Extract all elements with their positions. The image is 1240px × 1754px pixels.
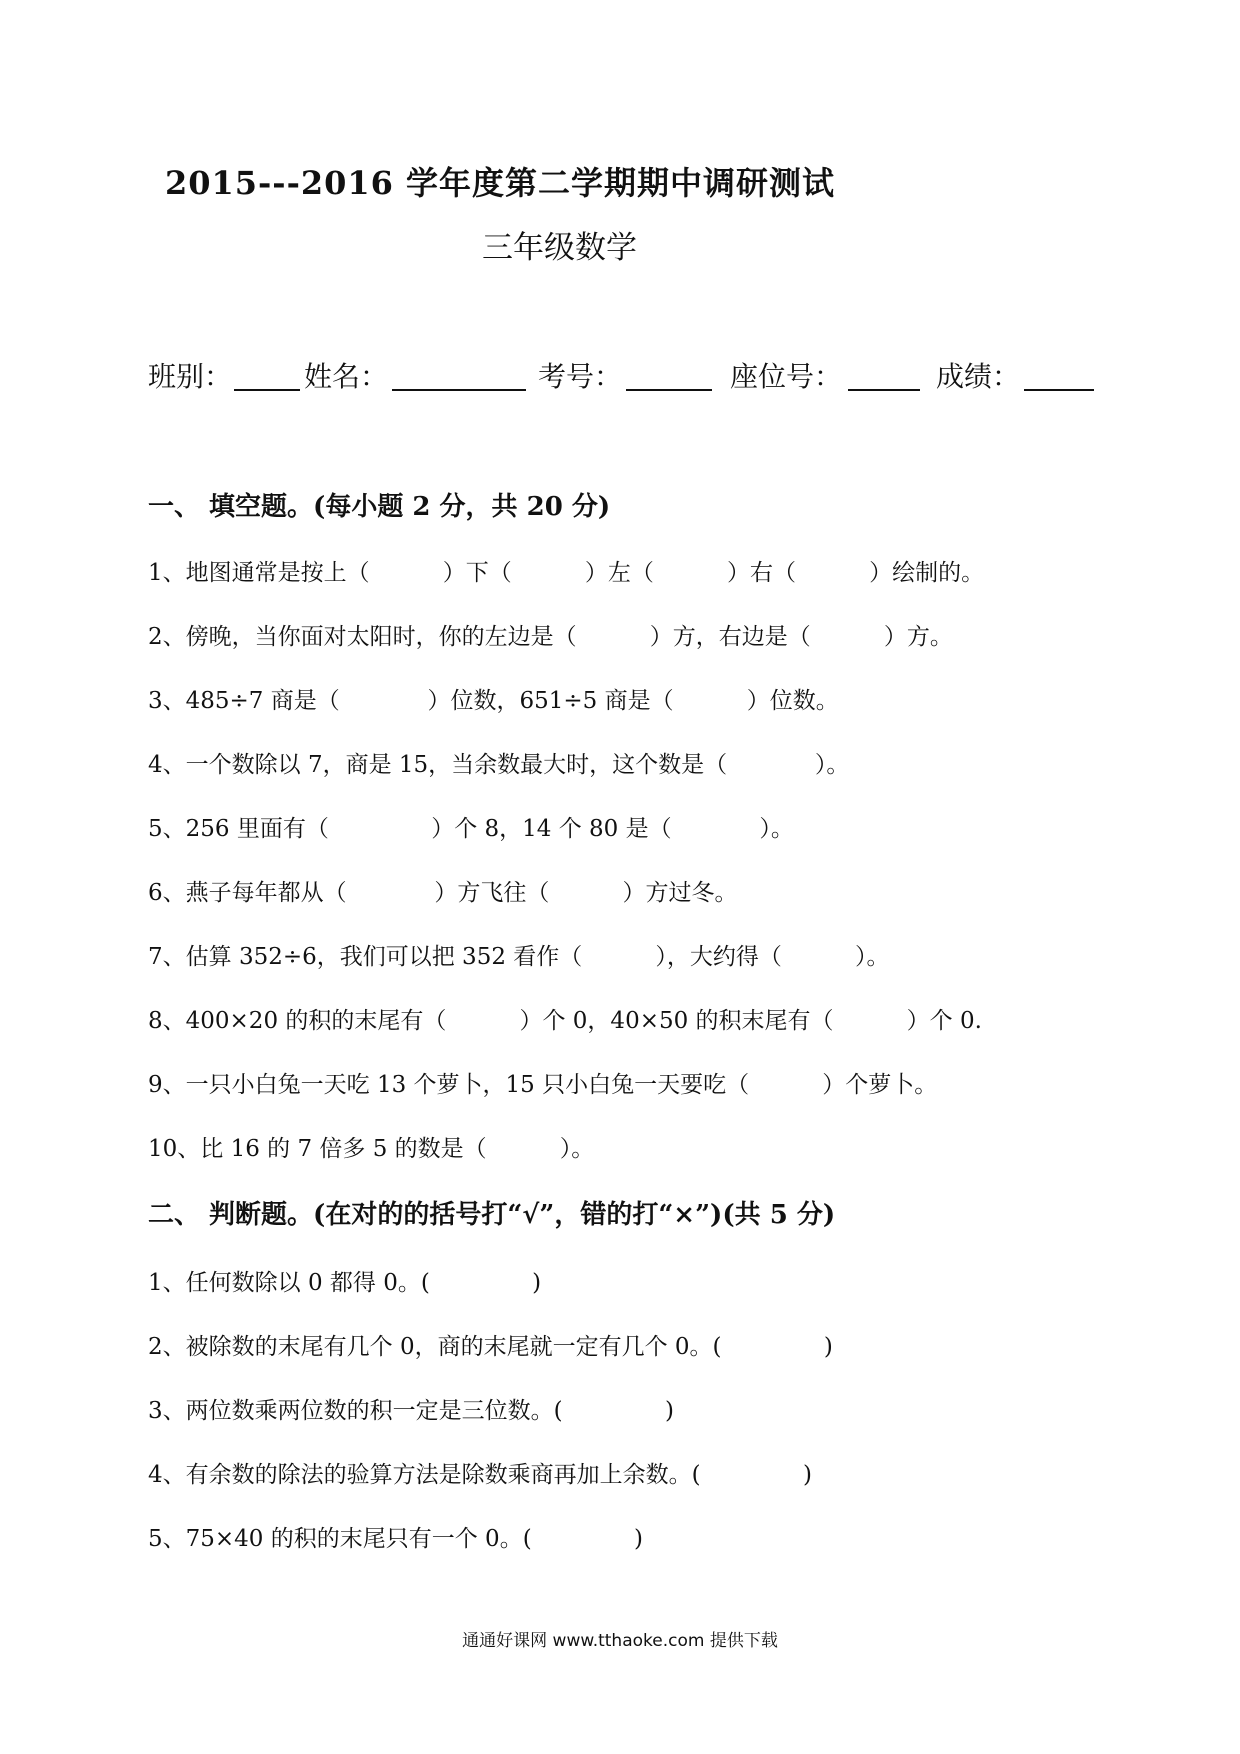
exam-no-label: 考号： <box>538 360 623 393</box>
fill-question: 4、一个数除以 7，商是 15，当余数最大时，这个数是（ ）。 <box>148 752 850 778</box>
name-label: 姓名： <box>304 360 389 393</box>
fill-question: 6、燕子每年都从（ ）方飞往（ ）方过冬。 <box>148 880 738 906</box>
judge-question: 3、两位数乘两位数的积一定是三位数。( ) <box>148 1398 674 1424</box>
fill-question: 2、傍晚，当你面对太阳时，你的左边是（ ）方，右边是（ ）方。 <box>148 624 953 650</box>
class-blank <box>234 389 300 391</box>
judge-question: 5、75×40 的积的末尾只有一个 0。( ) <box>148 1526 643 1552</box>
score-label: 成绩： <box>936 360 1021 393</box>
judge-question: 2、被除数的末尾有几个 0，商的末尾就一定有几个 0。( ) <box>148 1334 833 1360</box>
exam-subtitle: 三年级数学 <box>482 230 637 266</box>
fill-question: 8、400×20 的积的末尾有（ ）个 0，40×50 的积末尾有（ ）个 0. <box>148 1008 982 1034</box>
class-label: 班别： <box>148 360 233 393</box>
fill-question: 9、一只小白兔一天吃 13 个萝卜，15 只小白兔一天要吃（ ）个萝卜。 <box>148 1072 938 1098</box>
student-info-row <box>148 355 1108 395</box>
seat-label: 座位号： <box>730 360 843 393</box>
seat-blank <box>848 389 920 391</box>
score-blank <box>1024 389 1094 391</box>
section2-heading: 二、 判断题。(在对的的括号打“√”，错的打“×”)(共 5 分) <box>148 1200 836 1230</box>
exam-title: 2015---2016 学年度第二学期期中调研测试 <box>164 164 836 202</box>
judge-question: 1、任何数除以 0 都得 0。( ) <box>148 1270 542 1296</box>
fill-question: 10、比 16 的 7 倍多 5 的数是（ ）。 <box>148 1136 595 1162</box>
judge-question: 4、有余数的除法的验算方法是除数乘商再加上余数。( ) <box>148 1462 812 1488</box>
section1-heading: 一、 填空题。(每小题 2 分，共 20 分) <box>148 492 611 522</box>
fill-question: 5、256 里面有（ ）个 8，14 个 80 是（ ）。 <box>148 816 794 842</box>
exam-no-blank <box>626 389 712 391</box>
name-blank <box>392 389 526 391</box>
fill-question: 7、估算 352÷6，我们可以把 352 看作（ ），大约得（ ）。 <box>148 944 890 970</box>
fill-question: 1、地图通常是按上（ ）下（ ）左（ ）右（ ）绘制的。 <box>148 560 985 586</box>
footer-source: 通通好课网 www.tthaoke.com 提供下载 <box>462 1631 778 1651</box>
fill-question: 3、485÷7 商是（ ）位数，651÷5 商是（ ）位数。 <box>148 688 839 714</box>
